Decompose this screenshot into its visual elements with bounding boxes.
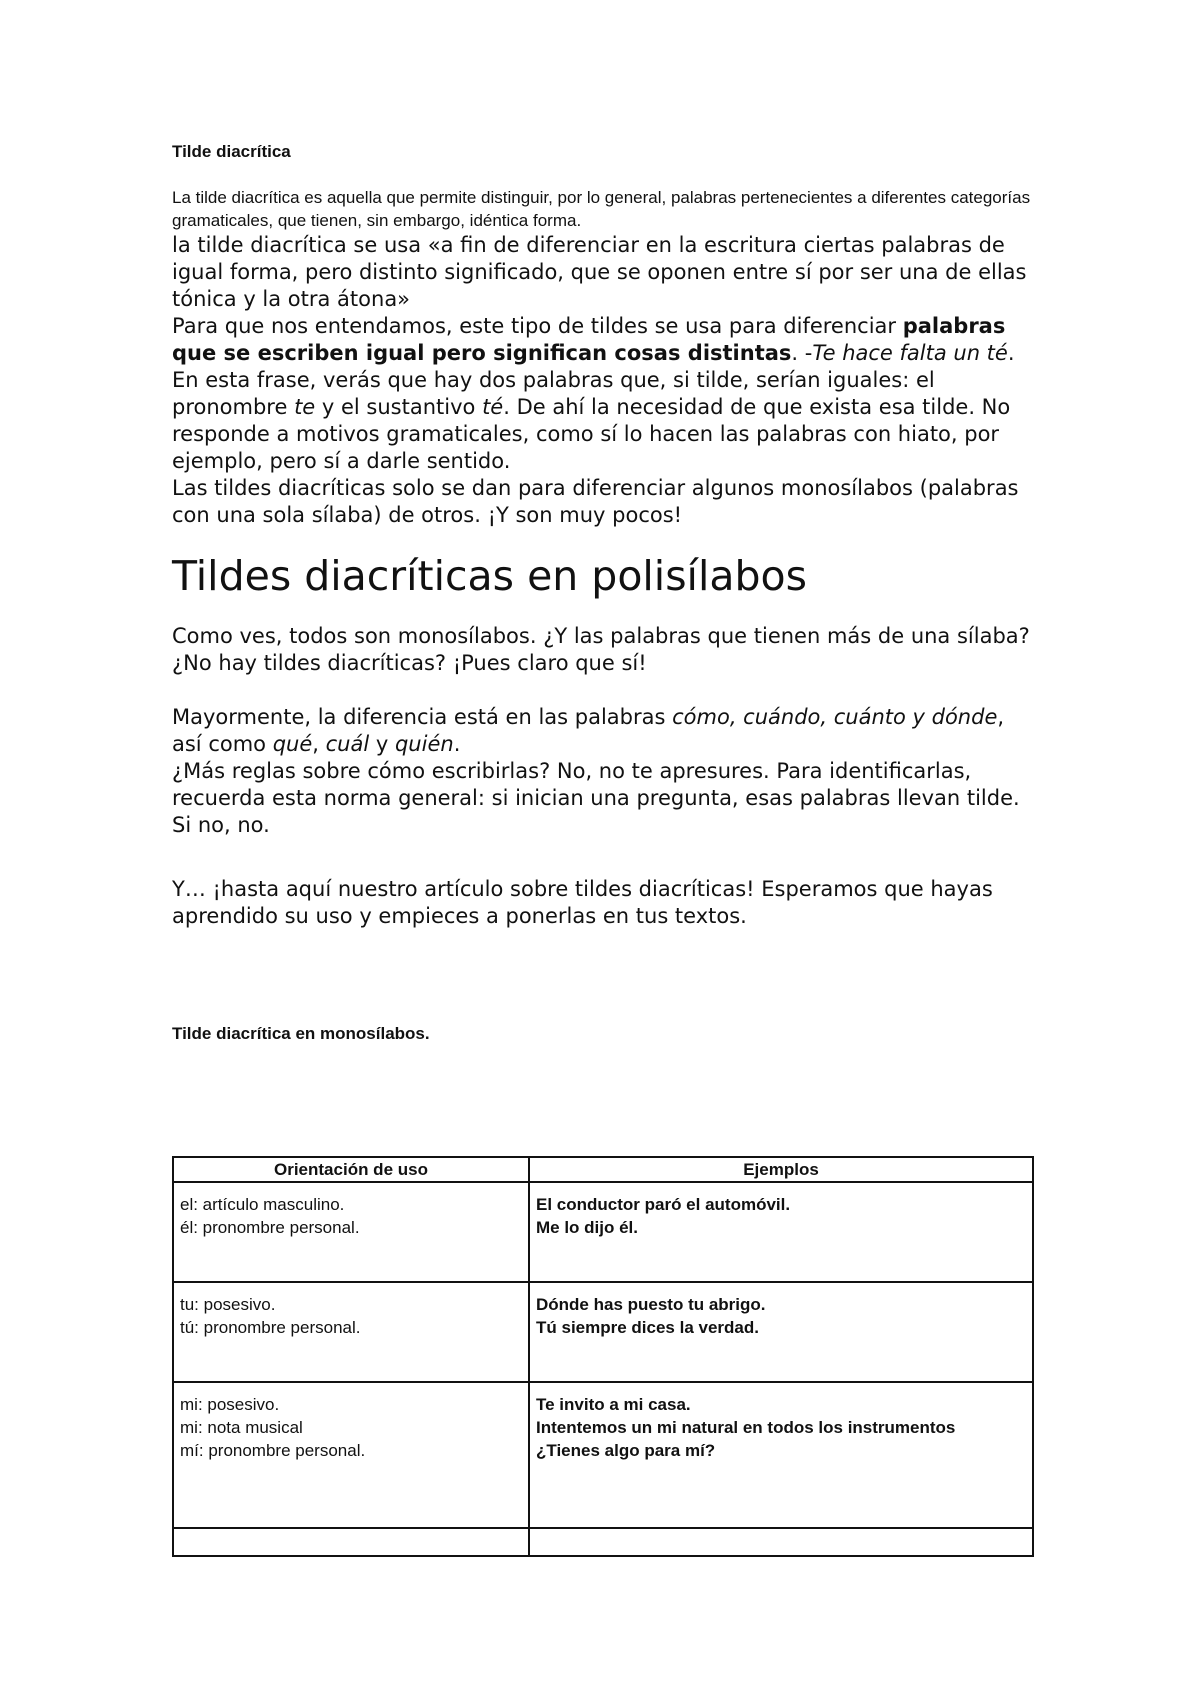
paragraph-example-te: te [294, 395, 316, 419]
paragraph-example-text-c: . De ahí la necesidad de que exista esa tilde. No responde a motivos gramaticales, como sí lo hacen las palabras con hiato, por ejemplo, pero sí a darle sentido. [172, 395, 1011, 473]
paragraph-explanation-example: Te hace falta un té [812, 341, 1008, 365]
paragraph-words-text-e: . [453, 732, 461, 756]
paragraph-rules: ¿Más reglas sobre cómo escribirlas? No, no te apresures. Para identificarlas, recuerda esta norma general: si inician una pregunta, esas palabras llevan tilde. Si no, no. [172, 759, 1020, 837]
table-header-usage: Orientación de uso [173, 1157, 529, 1182]
example-line: Dónde has puesto tu abrigo. [536, 1295, 766, 1314]
example-line: Intentemos un mi natural en todos los instrumentos [536, 1418, 956, 1437]
table-row-empty [173, 1528, 1033, 1556]
table-cell-empty [529, 1528, 1033, 1556]
paragraph-words-text-a: Mayormente, la diferencia está en las palabras [172, 705, 673, 729]
example-line: El conductor paró el automóvil. [536, 1195, 791, 1214]
table-cell-usage [173, 1282, 529, 1382]
example-line: Me lo dijo él. [536, 1218, 639, 1237]
heading-polisilabos: Tildes diacríticas en polisílabos [172, 552, 807, 600]
paragraph-explanation-bold: palabras que se escriben igual pero significan cosas distintas [172, 314, 1006, 365]
paragraph-words-italic-cual: cuál [325, 732, 370, 756]
table-cell-usage [173, 1182, 529, 1282]
paragraph-example-text-a: En esta frase, verás que hay dos palabras que, si tilde, serían iguales: el pronombre [172, 368, 935, 419]
table-cell-usage [173, 1382, 529, 1528]
paragraph-definition: la tilde diacrítica se usa «a fin de diferenciar en la escritura ciertas palabras de igual forma, pero distinto significado, que se oponen entre sí por ser una de ellas tónica y la otra átona» [172, 233, 1027, 311]
paragraph-monosyllables: Las tildes diacríticas solo se dan para diferenciar algunos monosílabos (palabras con una sola sílaba) de otros. ¡Y son muy pocos! [172, 476, 1019, 527]
usage-line: mi: posesivo. [180, 1395, 280, 1414]
usage-line: mí: pronombre personal. [180, 1441, 366, 1460]
paragraph-words-italic-quien: quién [394, 732, 454, 756]
table-header-row [173, 1157, 1033, 1182]
usage-line: tu: posesivo. [180, 1295, 276, 1314]
table-cell-examples [529, 1382, 1033, 1528]
section-title-monosilabos: Tilde diacrítica en monosílabos. [172, 1024, 430, 1043]
document-body [172, 140, 1040, 1046]
paragraph-words-text-d: y [369, 732, 395, 756]
paragraph-explanation-text: Para que nos entendamos, este tipo de tildes se usa para diferenciar [172, 314, 903, 338]
paragraph-words-italic-que: qué [272, 732, 313, 756]
table-cell-empty [173, 1528, 529, 1556]
paragraph-polysyllables-intro: Como ves, todos son monosílabos. ¿Y las palabras que tienen más de una sílaba? ¿No hay tildes diacríticas? ¡Pues claro que sí! [172, 624, 1030, 675]
table-row [173, 1182, 1033, 1282]
example-line: Te invito a mi casa. [536, 1395, 691, 1414]
tilde-table [172, 1156, 1034, 1557]
paragraph-words-text-c: , [312, 732, 326, 756]
paragraph-polysyllables-words [172, 704, 1040, 758]
table-row [173, 1282, 1033, 1382]
paragraph-words-italic-1: cómo, cuándo, cuánto y dónde [672, 705, 998, 729]
usage-line: tú: pronombre personal. [180, 1318, 361, 1337]
table-header-examples: Ejemplos [529, 1157, 1033, 1182]
usage-line: el: artículo masculino. [180, 1195, 345, 1214]
example-line: ¿Tienes algo para mí? [536, 1441, 716, 1460]
paragraph-closing: Y… ¡hasta aquí nuestro artículo sobre tildes diacríticas! Esperamos que hayas aprendido su uso y empieces a ponerlas en tus textos. [172, 877, 993, 928]
paragraph-explanation-sep: . - [791, 341, 813, 365]
paragraph-explanation-end: . [1007, 341, 1015, 365]
usage-line: él: pronombre personal. [180, 1218, 360, 1237]
table-cell-examples [529, 1182, 1033, 1282]
paragraph-explanation [172, 313, 1040, 367]
intro-paragraph: La tilde diacrítica es aquella que permite distinguir, por lo general, palabras pertenecientes a diferentes categorías gramaticales, que tienen, sin embargo, idéntica forma. [172, 188, 1031, 230]
paragraph-example-text-b: y el sustantivo [315, 395, 483, 419]
paragraph-example-analysis [172, 367, 1040, 475]
example-line: Tú siempre dices la verdad. [536, 1318, 759, 1337]
table-cell-examples [529, 1282, 1033, 1382]
usage-line: mi: nota musical [180, 1418, 303, 1437]
paragraph-words-text-b: , así como [172, 705, 1005, 756]
table-row [173, 1382, 1033, 1528]
paragraph-example-te-accent: té [482, 395, 504, 419]
section-title-tilde-diacritica: Tilde diacrítica [172, 142, 291, 161]
